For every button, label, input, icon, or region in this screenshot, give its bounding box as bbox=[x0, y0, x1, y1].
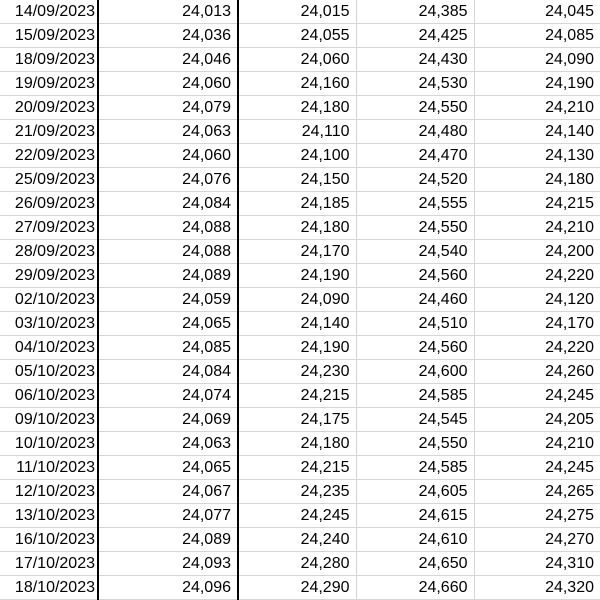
value-cell-col-b[interactable]: 24,063 bbox=[98, 120, 238, 144]
table-row bbox=[0, 480, 600, 504]
date-cell[interactable]: 19/09/2023 bbox=[0, 72, 98, 96]
value-cell-col-d[interactable]: 24,540 bbox=[356, 240, 474, 264]
value-cell-col-b[interactable]: 24,089 bbox=[98, 528, 238, 552]
value-cell-col-d[interactable]: 24,385 bbox=[356, 0, 474, 24]
value-cell-col-d[interactable]: 24,550 bbox=[356, 432, 474, 456]
date-cell[interactable]: 11/10/2023 bbox=[0, 456, 98, 480]
table-row bbox=[0, 96, 600, 120]
value-cell-col-d[interactable]: 24,425 bbox=[356, 24, 474, 48]
value-cell-col-b[interactable]: 24,067 bbox=[98, 480, 238, 504]
value-cell-col-e[interactable]: 24,245 bbox=[474, 384, 600, 408]
value-cell-col-b[interactable]: 24,060 bbox=[98, 72, 238, 96]
table-row bbox=[0, 24, 600, 48]
value-cell-col-b[interactable]: 24,046 bbox=[98, 48, 238, 72]
value-cell-col-e[interactable]: 24,215 bbox=[474, 192, 600, 216]
date-cell[interactable]: 17/10/2023 bbox=[0, 552, 98, 576]
date-cell[interactable]: 18/10/2023 bbox=[0, 576, 98, 600]
value-cell-col-b[interactable]: 24,084 bbox=[98, 360, 238, 384]
value-cell-col-d[interactable]: 24,480 bbox=[356, 120, 474, 144]
value-cell-col-c[interactable]: 24,170 bbox=[238, 240, 356, 264]
value-cell-col-b[interactable]: 24,074 bbox=[98, 384, 238, 408]
value-cell-col-e[interactable]: 24,210 bbox=[474, 96, 600, 120]
value-cell-col-b[interactable]: 24,088 bbox=[98, 240, 238, 264]
date-cell[interactable]: 06/10/2023 bbox=[0, 384, 98, 408]
table-row bbox=[0, 144, 600, 168]
value-cell-col-c[interactable]: 24,190 bbox=[238, 336, 356, 360]
date-cell[interactable]: 14/09/2023 bbox=[0, 0, 98, 24]
value-cell-col-b[interactable]: 24,084 bbox=[98, 192, 238, 216]
table-row bbox=[0, 384, 600, 408]
value-cell-col-e[interactable]: 24,170 bbox=[474, 312, 600, 336]
value-cell-col-e[interactable]: 24,320 bbox=[474, 576, 600, 600]
value-cell-col-e[interactable]: 24,085 bbox=[474, 24, 600, 48]
value-cell-col-d[interactable]: 24,460 bbox=[356, 288, 474, 312]
value-cell-col-c[interactable]: 24,290 bbox=[238, 576, 356, 600]
value-cell-col-c[interactable]: 24,100 bbox=[238, 144, 356, 168]
value-cell-col-c[interactable]: 24,230 bbox=[238, 360, 356, 384]
value-cell-col-d[interactable]: 24,550 bbox=[356, 96, 474, 120]
value-cell-col-c[interactable]: 24,240 bbox=[238, 528, 356, 552]
value-cell-col-e[interactable]: 24,310 bbox=[474, 552, 600, 576]
table-row bbox=[0, 360, 600, 384]
value-cell-col-c[interactable]: 24,110 bbox=[238, 120, 356, 144]
date-cell[interactable]: 16/10/2023 bbox=[0, 528, 98, 552]
value-cell-col-c[interactable]: 24,055 bbox=[238, 24, 356, 48]
value-cell-col-b[interactable]: 24,036 bbox=[98, 24, 238, 48]
value-cell-col-b[interactable]: 24,065 bbox=[98, 312, 238, 336]
date-cell[interactable]: 03/10/2023 bbox=[0, 312, 98, 336]
table-row bbox=[0, 48, 600, 72]
table-row bbox=[0, 264, 600, 288]
date-cell[interactable]: 15/09/2023 bbox=[0, 24, 98, 48]
value-cell-col-e[interactable]: 24,265 bbox=[474, 480, 600, 504]
value-cell-col-b[interactable]: 24,077 bbox=[98, 504, 238, 528]
date-cell[interactable]: 12/10/2023 bbox=[0, 480, 98, 504]
value-cell-col-c[interactable]: 24,060 bbox=[238, 48, 356, 72]
date-cell[interactable]: 20/09/2023 bbox=[0, 96, 98, 120]
value-cell-col-d[interactable]: 24,550 bbox=[356, 216, 474, 240]
value-cell-col-e[interactable]: 24,200 bbox=[474, 240, 600, 264]
value-cell-col-e[interactable]: 24,205 bbox=[474, 408, 600, 432]
value-cell-col-d[interactable]: 24,660 bbox=[356, 576, 474, 600]
value-cell-col-d[interactable]: 24,530 bbox=[356, 72, 474, 96]
value-cell-col-b[interactable]: 24,085 bbox=[98, 336, 238, 360]
date-cell[interactable]: 25/09/2023 bbox=[0, 168, 98, 192]
value-cell-col-d[interactable]: 24,510 bbox=[356, 312, 474, 336]
value-cell-col-c[interactable]: 24,180 bbox=[238, 96, 356, 120]
value-cell-col-c[interactable]: 24,280 bbox=[238, 552, 356, 576]
value-cell-col-c[interactable]: 24,180 bbox=[238, 432, 356, 456]
table-row bbox=[0, 336, 600, 360]
value-cell-col-c[interactable]: 24,190 bbox=[238, 264, 356, 288]
value-cell-col-e[interactable]: 24,245 bbox=[474, 456, 600, 480]
value-cell-col-d[interactable]: 24,555 bbox=[356, 192, 474, 216]
date-cell[interactable]: 13/10/2023 bbox=[0, 504, 98, 528]
value-cell-col-e[interactable]: 24,210 bbox=[474, 432, 600, 456]
table-row bbox=[0, 312, 600, 336]
table-row bbox=[0, 504, 600, 528]
date-cell[interactable]: 04/10/2023 bbox=[0, 336, 98, 360]
date-cell[interactable]: 21/09/2023 bbox=[0, 120, 98, 144]
value-cell-col-e[interactable]: 24,260 bbox=[474, 360, 600, 384]
value-cell-col-d[interactable]: 24,430 bbox=[356, 48, 474, 72]
table-row bbox=[0, 432, 600, 456]
table-row bbox=[0, 120, 600, 144]
date-cell[interactable]: 29/09/2023 bbox=[0, 264, 98, 288]
value-cell-col-e[interactable]: 24,270 bbox=[474, 528, 600, 552]
value-cell-col-e[interactable]: 24,120 bbox=[474, 288, 600, 312]
value-cell-col-b[interactable]: 24,089 bbox=[98, 264, 238, 288]
table-row bbox=[0, 528, 600, 552]
date-cell[interactable]: 22/09/2023 bbox=[0, 144, 98, 168]
value-cell-col-b[interactable]: 24,076 bbox=[98, 168, 238, 192]
value-cell-col-b[interactable]: 24,013 bbox=[98, 0, 238, 24]
value-cell-col-e[interactable]: 24,045 bbox=[474, 0, 600, 24]
value-cell-col-c[interactable]: 24,215 bbox=[238, 384, 356, 408]
table-row bbox=[0, 240, 600, 264]
date-cell[interactable]: 28/09/2023 bbox=[0, 240, 98, 264]
value-cell-col-c[interactable]: 24,185 bbox=[238, 192, 356, 216]
table-row bbox=[0, 192, 600, 216]
value-cell-col-e[interactable]: 24,180 bbox=[474, 168, 600, 192]
value-cell-col-e[interactable]: 24,190 bbox=[474, 72, 600, 96]
value-cell-col-e[interactable]: 24,090 bbox=[474, 48, 600, 72]
table-row bbox=[0, 576, 600, 600]
value-cell-col-c[interactable]: 24,015 bbox=[238, 0, 356, 24]
value-cell-col-b[interactable]: 24,088 bbox=[98, 216, 238, 240]
value-cell-col-b[interactable]: 24,065 bbox=[98, 456, 238, 480]
value-cell-col-e[interactable]: 24,220 bbox=[474, 336, 600, 360]
value-cell-col-c[interactable]: 24,180 bbox=[238, 216, 356, 240]
value-cell-col-d[interactable]: 24,545 bbox=[356, 408, 474, 432]
value-cell-col-b[interactable]: 24,093 bbox=[98, 552, 238, 576]
value-cell-col-b[interactable]: 24,069 bbox=[98, 408, 238, 432]
value-cell-col-d[interactable]: 24,520 bbox=[356, 168, 474, 192]
value-cell-col-c[interactable]: 24,175 bbox=[238, 408, 356, 432]
value-cell-col-b[interactable]: 24,059 bbox=[98, 288, 238, 312]
date-cell[interactable]: 18/09/2023 bbox=[0, 48, 98, 72]
value-cell-col-e[interactable]: 24,140 bbox=[474, 120, 600, 144]
value-cell-col-b[interactable]: 24,079 bbox=[98, 96, 238, 120]
value-cell-col-d[interactable]: 24,650 bbox=[356, 552, 474, 576]
value-cell-col-e[interactable]: 24,130 bbox=[474, 144, 600, 168]
value-cell-col-d[interactable]: 24,610 bbox=[356, 528, 474, 552]
value-cell-col-c[interactable]: 24,140 bbox=[238, 312, 356, 336]
table-row bbox=[0, 552, 600, 576]
value-cell-col-e[interactable]: 24,220 bbox=[474, 264, 600, 288]
value-cell-col-b[interactable]: 24,060 bbox=[98, 144, 238, 168]
date-cell[interactable]: 02/10/2023 bbox=[0, 288, 98, 312]
value-cell-col-d[interactable]: 24,585 bbox=[356, 384, 474, 408]
value-cell-col-d[interactable]: 24,615 bbox=[356, 504, 474, 528]
date-cell[interactable]: 05/10/2023 bbox=[0, 360, 98, 384]
value-cell-col-e[interactable]: 24,210 bbox=[474, 216, 600, 240]
date-cell[interactable]: 26/09/2023 bbox=[0, 192, 98, 216]
date-cell[interactable]: 27/09/2023 bbox=[0, 216, 98, 240]
value-cell-col-c[interactable]: 24,245 bbox=[238, 504, 356, 528]
value-cell-col-d[interactable]: 24,585 bbox=[356, 456, 474, 480]
table-row bbox=[0, 72, 600, 96]
value-cell-col-b[interactable]: 24,063 bbox=[98, 432, 238, 456]
date-cell[interactable]: 09/10/2023 bbox=[0, 408, 98, 432]
value-cell-col-b[interactable]: 24,096 bbox=[98, 576, 238, 600]
table-row bbox=[0, 456, 600, 480]
value-cell-col-d[interactable]: 24,600 bbox=[356, 360, 474, 384]
value-cell-col-c[interactable]: 24,235 bbox=[238, 480, 356, 504]
value-cell-col-d[interactable]: 24,560 bbox=[356, 264, 474, 288]
value-cell-col-c[interactable]: 24,150 bbox=[238, 168, 356, 192]
table-row bbox=[0, 288, 600, 312]
value-cell-col-c[interactable]: 24,090 bbox=[238, 288, 356, 312]
table-row bbox=[0, 0, 600, 24]
value-cell-col-e[interactable]: 24,275 bbox=[474, 504, 600, 528]
value-cell-col-d[interactable]: 24,470 bbox=[356, 144, 474, 168]
table-row bbox=[0, 168, 600, 192]
value-cell-col-d[interactable]: 24,560 bbox=[356, 336, 474, 360]
value-cell-col-c[interactable]: 24,215 bbox=[238, 456, 356, 480]
value-cell-col-d[interactable]: 24,605 bbox=[356, 480, 474, 504]
table-row bbox=[0, 408, 600, 432]
table-row bbox=[0, 216, 600, 240]
value-cell-col-c[interactable]: 24,160 bbox=[238, 72, 356, 96]
date-cell[interactable]: 10/10/2023 bbox=[0, 432, 98, 456]
